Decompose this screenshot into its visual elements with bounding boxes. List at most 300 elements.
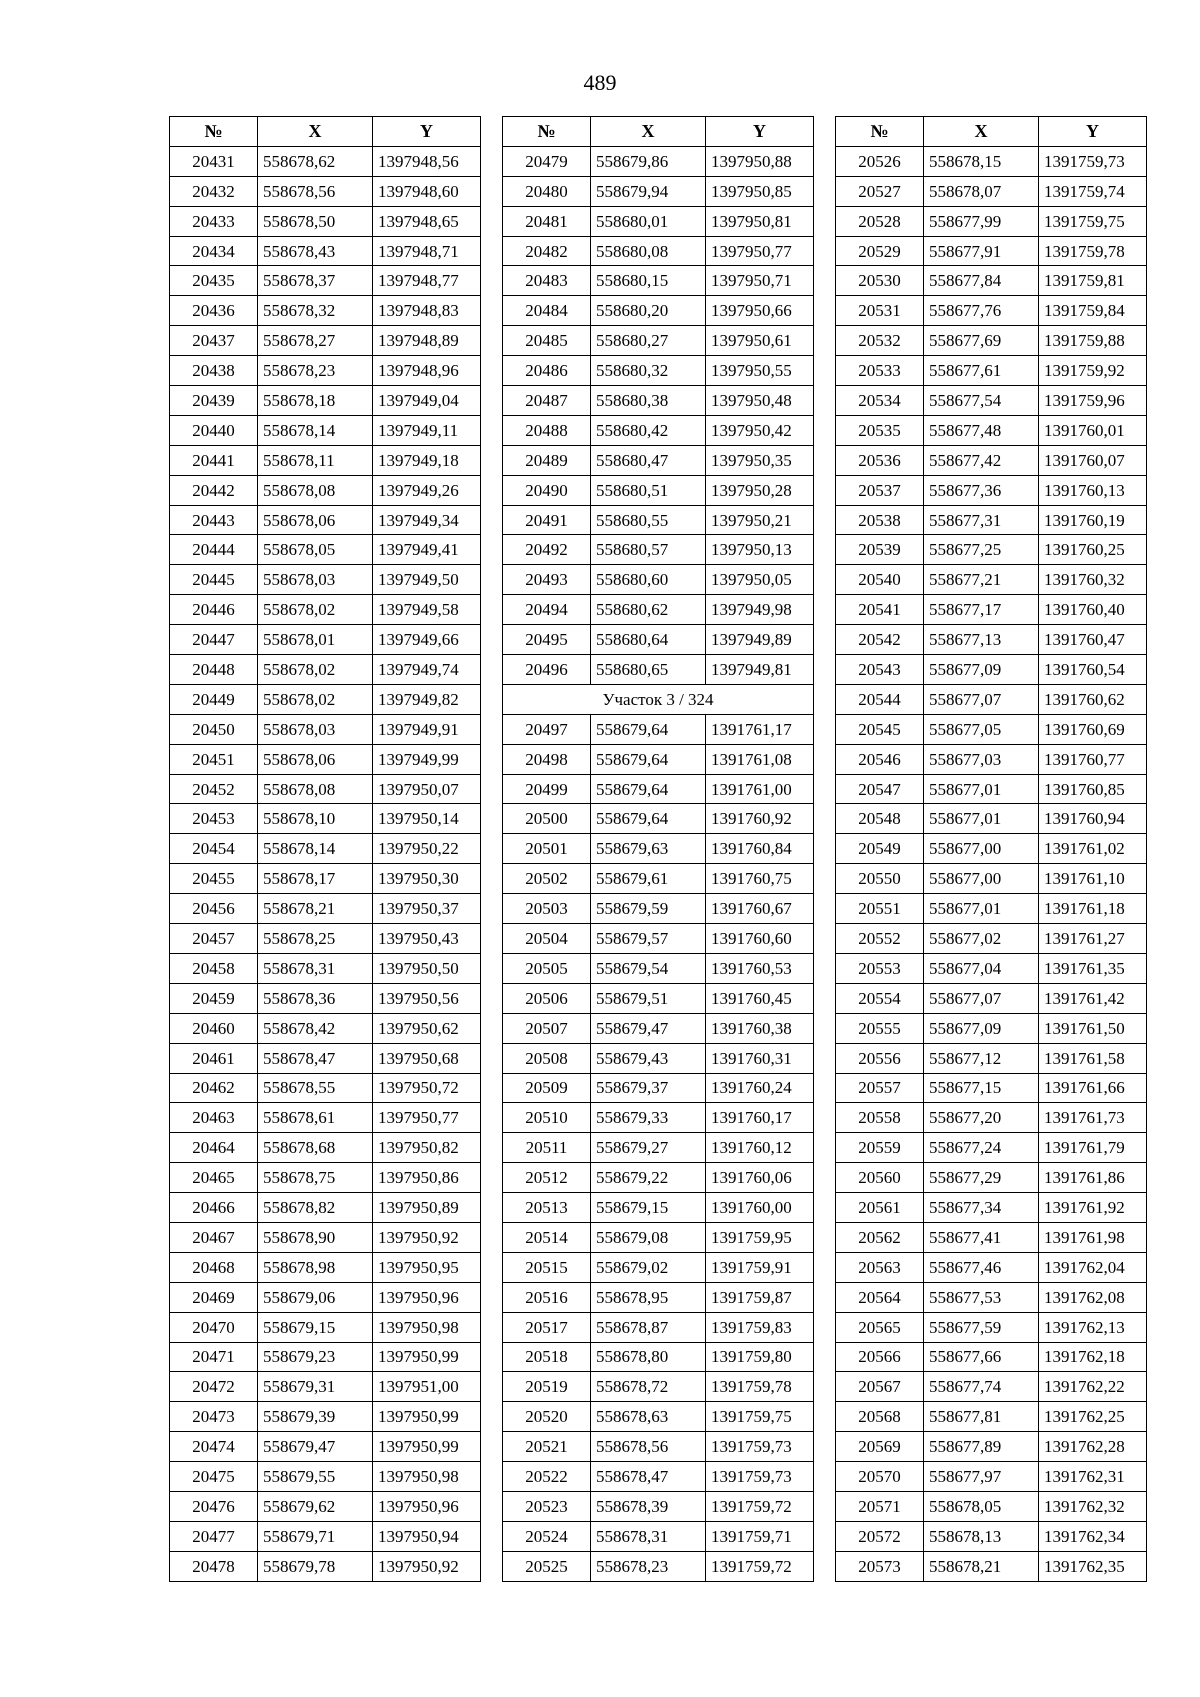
table-row [503,565,814,595]
x-coordinate: 558679,78 [258,1551,373,1581]
point-number: 20512 [503,1163,591,1193]
table-row [836,1073,1147,1103]
x-coordinate: 558678,27 [258,326,373,356]
x-coordinate: 558680,57 [591,535,706,565]
header-no: № [836,117,924,147]
table-row [170,744,481,774]
table-row [836,445,1147,475]
x-coordinate: 558678,23 [258,356,373,386]
table-row [836,894,1147,924]
table-row [503,1193,814,1223]
table-row [170,1163,481,1193]
table-row [170,326,481,356]
point-number: 20567 [836,1372,924,1402]
table-row [836,655,1147,685]
point-number: 20544 [836,684,924,714]
y-coordinate: 1391760,00 [706,1193,814,1223]
x-coordinate: 558678,02 [258,684,373,714]
header-y: Y [373,117,481,147]
header-y: Y [1039,117,1147,147]
table-row [170,386,481,416]
x-coordinate: 558678,39 [591,1491,706,1521]
point-number: 20540 [836,565,924,595]
y-coordinate: 1391759,72 [706,1551,814,1581]
y-coordinate: 1391760,06 [706,1163,814,1193]
x-coordinate: 558679,59 [591,894,706,924]
y-coordinate: 1391759,81 [1039,266,1147,296]
x-coordinate: 558678,08 [258,774,373,804]
point-number: 20479 [503,146,591,176]
point-number: 20484 [503,296,591,326]
table-row [170,595,481,625]
y-coordinate: 1391761,00 [706,774,814,804]
point-number: 20546 [836,744,924,774]
y-coordinate: 1391759,96 [1039,386,1147,416]
point-number: 20536 [836,445,924,475]
x-coordinate: 558678,06 [258,505,373,535]
y-coordinate: 1391760,54 [1039,655,1147,685]
y-coordinate: 1397950,28 [706,475,814,505]
point-number: 20478 [170,1551,258,1581]
table-row [170,1133,481,1163]
table-row [503,1282,814,1312]
point-number: 20542 [836,625,924,655]
point-number: 20508 [503,1043,591,1073]
point-number: 20564 [836,1282,924,1312]
table-row [503,744,814,774]
table-row [836,1491,1147,1521]
y-coordinate: 1391759,74 [1039,176,1147,206]
point-number: 20474 [170,1432,258,1462]
y-coordinate: 1397949,34 [373,505,481,535]
point-number: 20539 [836,535,924,565]
point-number: 20573 [836,1551,924,1581]
x-coordinate: 558677,66 [924,1342,1039,1372]
x-coordinate: 558678,05 [258,535,373,565]
y-coordinate: 1391760,53 [706,953,814,983]
table-row [836,595,1147,625]
table-row [836,236,1147,266]
table-row [836,1043,1147,1073]
x-coordinate: 558679,43 [591,1043,706,1073]
x-coordinate: 558679,33 [591,1103,706,1133]
y-coordinate: 1397950,85 [706,176,814,206]
x-coordinate: 558678,17 [258,864,373,894]
y-coordinate: 1391760,75 [706,864,814,894]
y-coordinate: 1391762,32 [1039,1491,1147,1521]
y-coordinate: 1391760,31 [706,1043,814,1073]
point-number: 20480 [503,176,591,206]
point-number: 20514 [503,1222,591,1252]
x-coordinate: 558678,36 [258,983,373,1013]
table-row [170,176,481,206]
y-coordinate: 1391761,66 [1039,1073,1147,1103]
y-coordinate: 1391759,73 [1039,146,1147,176]
table-row [836,296,1147,326]
table-row [503,1402,814,1432]
table-row [503,445,814,475]
point-number: 20555 [836,1013,924,1043]
x-coordinate: 558678,37 [258,266,373,296]
point-number: 20525 [503,1551,591,1581]
x-coordinate: 558678,56 [258,176,373,206]
table-row [503,1103,814,1133]
y-coordinate: 1397950,71 [706,266,814,296]
x-coordinate: 558678,14 [258,415,373,445]
y-coordinate: 1397949,18 [373,445,481,475]
x-coordinate: 558680,38 [591,386,706,416]
y-coordinate: 1397949,89 [706,625,814,655]
table-row [836,1133,1147,1163]
x-coordinate: 558677,46 [924,1252,1039,1282]
point-number: 20434 [170,236,258,266]
table-row [170,356,481,386]
point-number: 20565 [836,1312,924,1342]
table-row [170,236,481,266]
point-number: 20497 [503,714,591,744]
point-number: 20483 [503,266,591,296]
point-number: 20454 [170,834,258,864]
x-coordinate: 558678,03 [258,714,373,744]
coordinates-table-3 [835,116,1147,1582]
x-coordinate: 558677,00 [924,864,1039,894]
table-row [503,206,814,236]
point-number: 20522 [503,1462,591,1492]
point-number: 20545 [836,714,924,744]
point-number: 20518 [503,1342,591,1372]
y-coordinate: 1397949,98 [706,595,814,625]
x-coordinate: 558679,39 [258,1402,373,1432]
point-number: 20470 [170,1312,258,1342]
y-coordinate: 1391762,35 [1039,1551,1147,1581]
point-number: 20534 [836,386,924,416]
point-number: 20570 [836,1462,924,1492]
y-coordinate: 1397950,68 [373,1043,481,1073]
table-row [170,1073,481,1103]
x-coordinate: 558680,55 [591,505,706,535]
table-row [170,1013,481,1043]
y-coordinate: 1391760,47 [1039,625,1147,655]
table-row [170,983,481,1013]
x-coordinate: 558678,14 [258,834,373,864]
table-row [170,1222,481,1252]
y-coordinate: 1397948,77 [373,266,481,296]
table-row [836,1372,1147,1402]
table-row [170,445,481,475]
x-coordinate: 558677,25 [924,535,1039,565]
point-number: 20488 [503,415,591,445]
point-number: 20569 [836,1432,924,1462]
x-coordinate: 558677,13 [924,625,1039,655]
point-number: 20554 [836,983,924,1013]
x-coordinate: 558678,06 [258,744,373,774]
y-coordinate: 1391759,92 [1039,356,1147,386]
y-coordinate: 1391759,95 [706,1222,814,1252]
point-number: 20444 [170,535,258,565]
table-row [170,1372,481,1402]
y-coordinate: 1391760,69 [1039,714,1147,744]
table-row [503,415,814,445]
y-coordinate: 1397950,96 [373,1282,481,1312]
x-coordinate: 558678,98 [258,1252,373,1282]
x-coordinate: 558679,15 [258,1312,373,1342]
y-coordinate: 1397950,42 [706,415,814,445]
table-row [170,206,481,236]
x-coordinate: 558677,17 [924,595,1039,625]
x-coordinate: 558679,06 [258,1282,373,1312]
point-number: 20489 [503,445,591,475]
point-number: 20457 [170,924,258,954]
table-row [170,1282,481,1312]
table-row [170,146,481,176]
x-coordinate: 558677,29 [924,1163,1039,1193]
x-coordinate: 558677,42 [924,445,1039,475]
y-coordinate: 1391760,17 [706,1103,814,1133]
point-number: 20523 [503,1491,591,1521]
x-coordinate: 558678,47 [591,1462,706,1492]
table-row [503,236,814,266]
x-coordinate: 558677,07 [924,983,1039,1013]
point-number: 20477 [170,1521,258,1551]
table-row [503,655,814,685]
x-coordinate: 558677,53 [924,1282,1039,1312]
y-coordinate: 1391762,25 [1039,1402,1147,1432]
x-coordinate: 558678,95 [591,1282,706,1312]
table-row [836,1193,1147,1223]
table-row [836,326,1147,356]
table-row [170,565,481,595]
y-coordinate: 1391760,92 [706,804,814,834]
y-coordinate: 1397948,96 [373,356,481,386]
x-coordinate: 558679,54 [591,953,706,983]
point-number: 20499 [503,774,591,804]
table-row [503,1551,814,1581]
table-row [836,953,1147,983]
point-number: 20462 [170,1073,258,1103]
point-number: 20490 [503,475,591,505]
y-coordinate: 1391761,50 [1039,1013,1147,1043]
x-coordinate: 558678,25 [258,924,373,954]
point-number: 20453 [170,804,258,834]
table-row [503,356,814,386]
y-coordinate: 1391760,32 [1039,565,1147,595]
table-row [503,864,814,894]
table-row [836,684,1147,714]
table-row [170,864,481,894]
point-number: 20442 [170,475,258,505]
table-row [170,1462,481,1492]
x-coordinate: 558680,15 [591,266,706,296]
x-coordinate: 558678,32 [258,296,373,326]
point-number: 20510 [503,1103,591,1133]
x-coordinate: 558677,48 [924,415,1039,445]
point-number: 20437 [170,326,258,356]
section-row [503,684,814,714]
x-coordinate: 558678,08 [258,475,373,505]
x-coordinate: 558679,64 [591,804,706,834]
x-coordinate: 558678,02 [258,655,373,685]
point-number: 20500 [503,804,591,834]
x-coordinate: 558678,01 [258,625,373,655]
table-row [503,1372,814,1402]
x-coordinate: 558680,01 [591,206,706,236]
x-coordinate: 558679,55 [258,1462,373,1492]
x-coordinate: 558678,72 [591,1372,706,1402]
x-coordinate: 558679,94 [591,176,706,206]
x-coordinate: 558679,64 [591,744,706,774]
x-coordinate: 558679,47 [591,1013,706,1043]
point-number: 20572 [836,1521,924,1551]
point-number: 20445 [170,565,258,595]
y-coordinate: 1391762,18 [1039,1342,1147,1372]
y-coordinate: 1397948,83 [373,296,481,326]
x-coordinate: 558678,05 [924,1491,1039,1521]
y-coordinate: 1397950,07 [373,774,481,804]
y-coordinate: 1397949,11 [373,415,481,445]
y-coordinate: 1397950,82 [373,1133,481,1163]
point-number: 20560 [836,1163,924,1193]
point-number: 20451 [170,744,258,774]
x-coordinate: 558679,64 [591,774,706,804]
x-coordinate: 558678,55 [258,1073,373,1103]
y-coordinate: 1397950,92 [373,1551,481,1581]
y-coordinate: 1391759,88 [1039,326,1147,356]
y-coordinate: 1391759,87 [706,1282,814,1312]
y-coordinate: 1397950,96 [373,1491,481,1521]
y-coordinate: 1391759,73 [706,1462,814,1492]
table-row [503,505,814,535]
y-coordinate: 1391760,24 [706,1073,814,1103]
x-coordinate: 558679,86 [591,146,706,176]
table-row [836,1432,1147,1462]
table-row [836,1103,1147,1133]
y-coordinate: 1391760,84 [706,834,814,864]
point-number: 20476 [170,1491,258,1521]
point-number: 20449 [170,684,258,714]
x-coordinate: 558678,56 [591,1432,706,1462]
point-number: 20485 [503,326,591,356]
coordinates-table-2 [502,116,814,1582]
point-number: 20446 [170,595,258,625]
y-coordinate: 1397950,22 [373,834,481,864]
x-coordinate: 558677,01 [924,804,1039,834]
y-coordinate: 1391759,78 [706,1372,814,1402]
point-number: 20450 [170,714,258,744]
table-row [836,565,1147,595]
x-coordinate: 558677,09 [924,655,1039,685]
x-coordinate: 558678,68 [258,1133,373,1163]
y-coordinate: 1391759,72 [706,1491,814,1521]
y-coordinate: 1391760,38 [706,1013,814,1043]
y-coordinate: 1397951,00 [373,1372,481,1402]
table-row [503,1222,814,1252]
y-coordinate: 1397949,04 [373,386,481,416]
point-number: 20494 [503,595,591,625]
x-coordinate: 558678,13 [924,1521,1039,1551]
point-number: 20505 [503,953,591,983]
x-coordinate: 558677,31 [924,505,1039,535]
point-number: 20498 [503,744,591,774]
x-coordinate: 558680,51 [591,475,706,505]
table-row [170,535,481,565]
table-row [836,266,1147,296]
y-coordinate: 1391762,31 [1039,1462,1147,1492]
table-row [503,894,814,924]
y-coordinate: 1391759,73 [706,1432,814,1462]
section-label: Участок 3 / 324 [503,684,814,714]
y-coordinate: 1397950,77 [706,236,814,266]
point-number: 20435 [170,266,258,296]
page-number: 489 [583,70,617,95]
header-no: № [503,117,591,147]
point-number: 20436 [170,296,258,326]
y-coordinate: 1397950,86 [373,1163,481,1193]
y-coordinate: 1397950,99 [373,1432,481,1462]
point-number: 20473 [170,1402,258,1432]
point-number: 20533 [836,356,924,386]
point-number: 20547 [836,774,924,804]
table-row [170,1551,481,1581]
coordinates-table-1 [169,116,481,1582]
y-coordinate: 1397949,50 [373,565,481,595]
point-number: 20491 [503,505,591,535]
y-coordinate: 1391761,86 [1039,1163,1147,1193]
y-coordinate: 1391759,91 [706,1252,814,1282]
y-coordinate: 1397950,66 [706,296,814,326]
x-coordinate: 558677,02 [924,924,1039,954]
x-coordinate: 558680,42 [591,415,706,445]
header-row [170,117,481,147]
point-number: 20496 [503,655,591,685]
x-coordinate: 558678,11 [258,445,373,475]
point-number: 20532 [836,326,924,356]
table-row [170,655,481,685]
point-number: 20464 [170,1133,258,1163]
point-number: 20551 [836,894,924,924]
table-row [836,864,1147,894]
y-coordinate: 1391759,75 [1039,206,1147,236]
x-coordinate: 558679,51 [591,983,706,1013]
point-number: 20557 [836,1073,924,1103]
y-coordinate: 1391761,10 [1039,864,1147,894]
table-row [503,1043,814,1073]
table-row [836,176,1147,206]
table-row [836,1551,1147,1581]
y-coordinate: 1397950,30 [373,864,481,894]
x-coordinate: 558680,60 [591,565,706,595]
point-number: 20528 [836,206,924,236]
x-coordinate: 558679,31 [258,1372,373,1402]
y-coordinate: 1391760,77 [1039,744,1147,774]
x-coordinate: 558677,54 [924,386,1039,416]
table-row [170,625,481,655]
point-number: 20502 [503,864,591,894]
x-coordinate: 558678,07 [924,176,1039,206]
table-row [836,356,1147,386]
table-row [503,386,814,416]
x-coordinate: 558679,02 [591,1252,706,1282]
table-row [503,834,814,864]
point-number: 20481 [503,206,591,236]
table-row [503,1342,814,1372]
table-row [170,415,481,445]
x-coordinate: 558680,20 [591,296,706,326]
x-coordinate: 558678,31 [258,953,373,983]
y-coordinate: 1391761,79 [1039,1133,1147,1163]
y-coordinate: 1397950,92 [373,1222,481,1252]
x-coordinate: 558677,61 [924,356,1039,386]
point-number: 20447 [170,625,258,655]
